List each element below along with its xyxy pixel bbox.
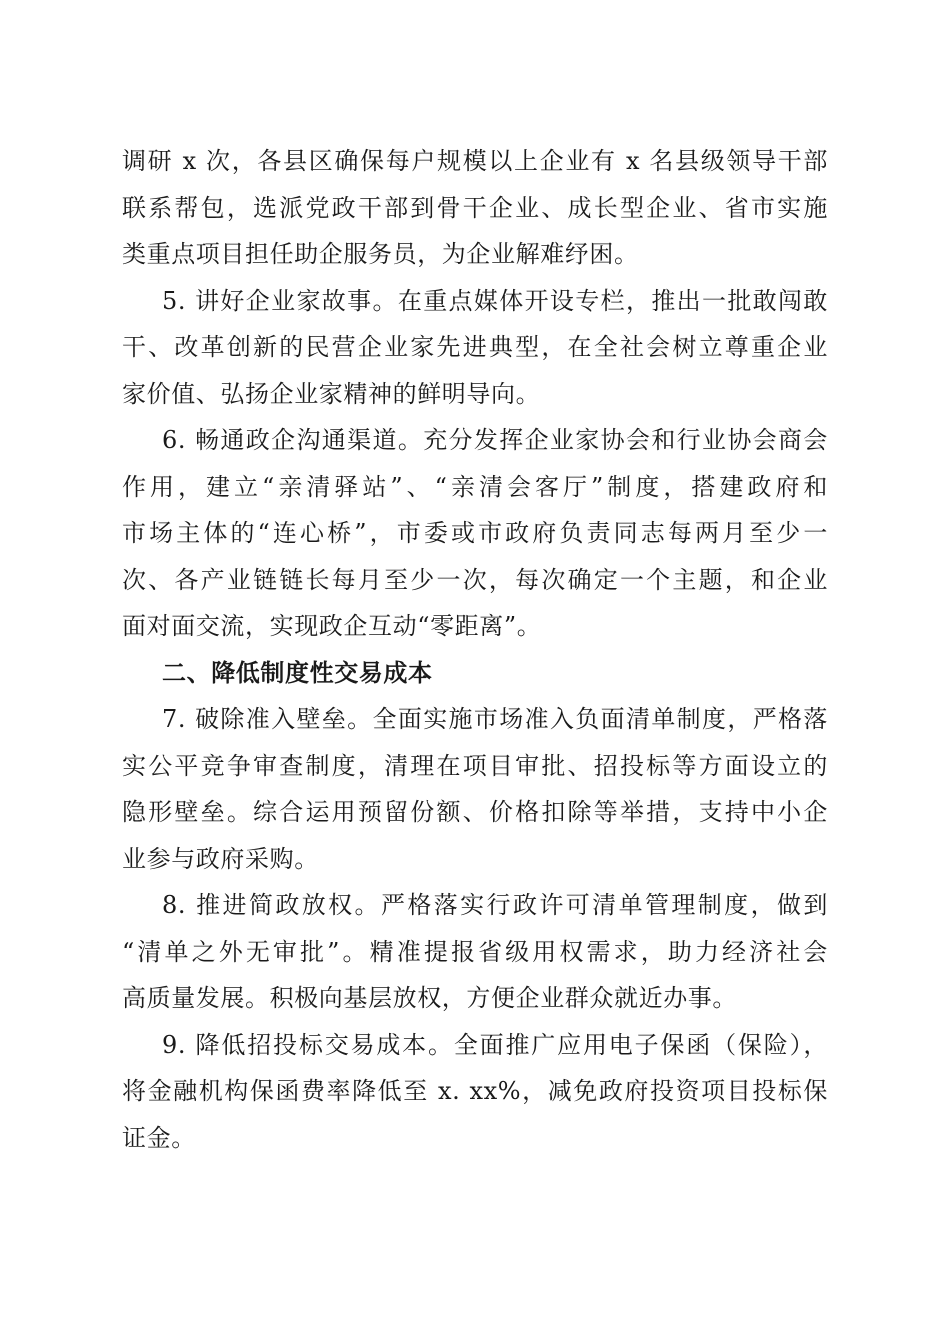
item-6-line-1: 6. 畅通政企沟通渠道。充分发挥企业家协会和行业协会商会 [162, 426, 828, 454]
paragraph-1-line-2: 联系帮包，选派党政干部到骨干企业、成长型企业、省市实施 [122, 193, 828, 222]
item-5-line-2: 干、改革创新的民营企业家先进典型，在全社会树立尊重企业 [122, 333, 828, 361]
item-8-line-1: 8. 推进简政放权。严格落实行政许可清单管理制度，做到 [162, 891, 828, 919]
document-body [122, 138, 828, 1161]
item-6-line-4: 次、各产业链链长每月至少一次，每次确定一个主题，和企业 [122, 565, 828, 594]
item-7-line-3: 隐形壁垒。综合运用预留份额、价格扣除等举措，支持中小企 [122, 798, 828, 826]
item-6-line-5: 面对面交流，实现政企互动“零距离”。 [122, 612, 542, 640]
item-8-line-3: 高质量发展。积极向基层放权，方便企业群众就近办事。 [122, 984, 737, 1012]
item-6-line-2: 作用，建立“亲清驿站”、“亲清会客厅”制度，搭建政府和 [122, 472, 828, 501]
paragraph-1-line-3: 类重点项目担任助企服务员，为企业解难纾困。 [122, 240, 639, 268]
item-7-line-4: 业参与政府采购。 [122, 844, 319, 873]
section-heading: 二、降低制度性交易成本 [162, 658, 433, 687]
paragraph-1-line-1: 调研 x 次，各县区确保每户规模以上企业有 x 名县级领导干部 [122, 147, 828, 175]
item-5-line-1: 5. 讲好企业家故事。在重点媒体开设专栏，推出一批敢闯敢 [162, 286, 828, 315]
item-6-line-3: 市场主体的“连心桥”，市委或市政府负责同志每两月至少一 [122, 519, 828, 547]
item-7-line-1: 7. 破除准入壁垒。全面实施市场准入负面清单制度，严格落 [162, 705, 828, 733]
item-9-line-3: 证金。 [122, 1123, 196, 1152]
item-9-line-2: 将金融机构保函费率降低至 x. xx%，减免政府投资项目投标保 [122, 1077, 828, 1105]
item-7-line-2: 实公平竞争审查制度，清理在项目审批、招投标等方面设立的 [122, 751, 828, 780]
item-9-line-1: 9. 降低招投标交易成本。全面推广应用电子保函（保险）， [162, 1030, 828, 1059]
item-5-line-3: 家价值、弘扬企业家精神的鲜明导向。 [122, 379, 541, 408]
item-8-line-2: “清单之外无审批”。精准提报省级用权需求，助力经济社会 [122, 937, 828, 966]
